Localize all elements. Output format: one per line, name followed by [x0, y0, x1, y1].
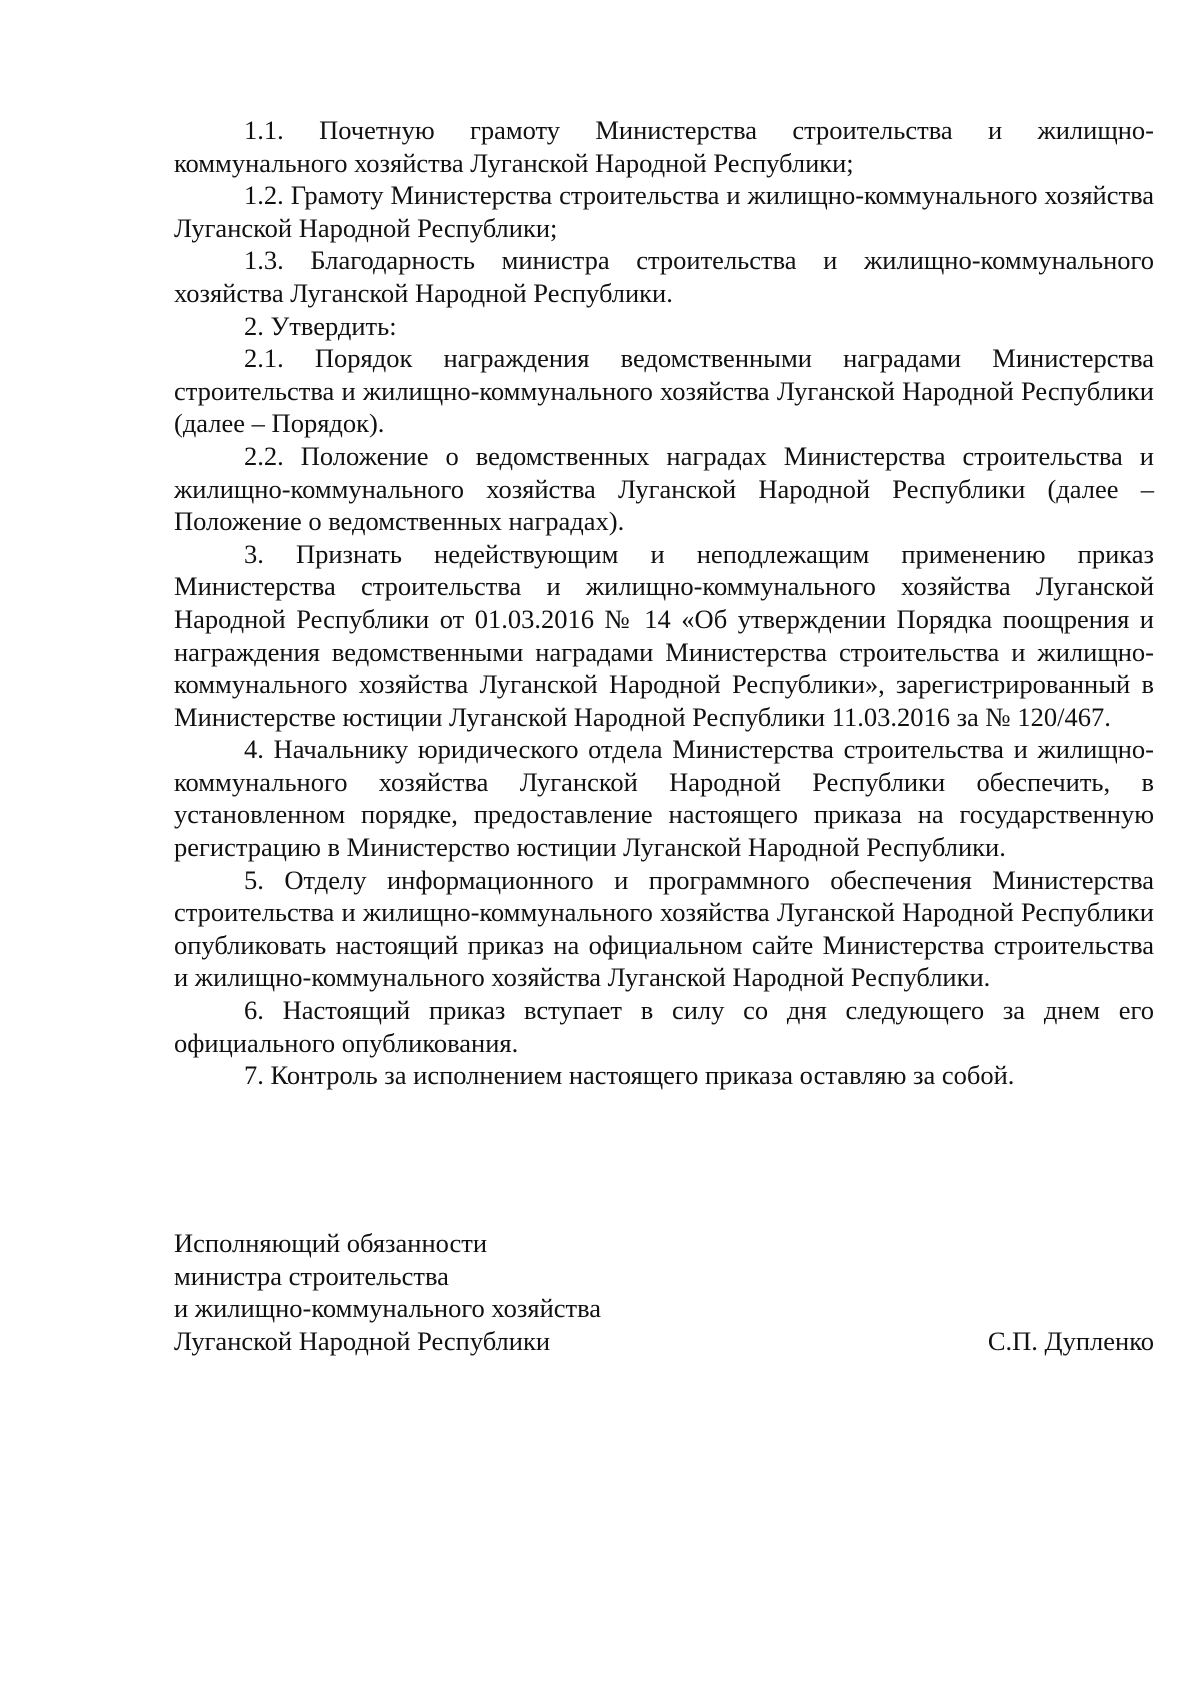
signatory-name: С.П. Дупленко — [987, 1325, 1154, 1356]
signatory-position-line-4: Луганской Народной Республики — [174, 1325, 551, 1356]
signature-row — [174, 1325, 1154, 1358]
paragraph-2-1: 2.1. Порядок награждения ведомственными наградами Министерства строительства и жилищно-коммунального хозяйства Луганской Народной Республики (далее – Порядок). — [174, 343, 1154, 439]
paragraph-1-1: 1.1. Почетную грамоту Министерства строительства и жилищно-коммунального хозяйства Луганской Народной Республики; — [174, 115, 1154, 178]
signatory-position-line-2: министра строительства — [174, 1260, 449, 1291]
signatory-position-line-3: и жилищно-коммунального хозяйства — [174, 1293, 602, 1324]
paragraph-2: 2. Утвердить: — [244, 310, 397, 341]
paragraph-1-3: 1.3. Благодарность министра строительства и жилищно-коммунального хозяйства Луганской Народной Республики. — [174, 245, 1154, 308]
signatory-position-line-1: Исполняющий обязанности — [174, 1228, 488, 1258]
paragraph-3: 3. Признать недействующим и неподлежащим применению приказ Министерства строительства и жилищно-коммунального хозяйства Луганской Народной Республики от 01.03.2016 № 14 «Об утверждении Порядка поощрения и награждения ведомственными наградами Министерства строительства и жилищно-коммунального хозяйства Луганской Народной Республики», зарегистрированный в Министерстве юстиции Луганской Народной Республики 11.03.2016 за № 120/467. — [174, 538, 1154, 732]
document-body — [174, 114, 1154, 1092]
paragraph-5: 5. Отделу информационного и программного обеспечения Министерства строительства и жилищно-коммунального хозяйства Луганской Народной Республики опубликовать настоящий приказ на официальном сайте Министерства строительства и жилищно-коммунального хозяйства Луганской Народной Республики. — [174, 864, 1154, 993]
paragraph-7: 7. Контроль за исполнением настоящего приказа оставляю за собой. — [244, 1060, 1015, 1091]
signature-block — [174, 1227, 1154, 1357]
paragraph-2-2: 2.2. Положение о ведомственных наградах Министерства строительства и жилищно-коммунального хозяйства Луганской Народной Республики (далее – Положение о ведомственных наградах). — [174, 440, 1154, 537]
paragraph-6: 6. Настоящий приказ вступает в силу со дня следующего за днем его официального опубликования. — [174, 995, 1154, 1058]
paragraph-1-2: 1.2. Грамоту Министерства строительства и жилищно-коммунального хозяйства Луганской Народной Республики; — [174, 180, 1154, 243]
paragraph-4: 4. Начальнику юридического отдела Министерства строительства и жилищно-коммунального хозяйства Луганской Народной Республики обеспечить, в установленном порядке, предоставление настоящего приказа на государственную регистрацию в Министерство юстиции Луганской Народной Республики. — [174, 734, 1154, 863]
